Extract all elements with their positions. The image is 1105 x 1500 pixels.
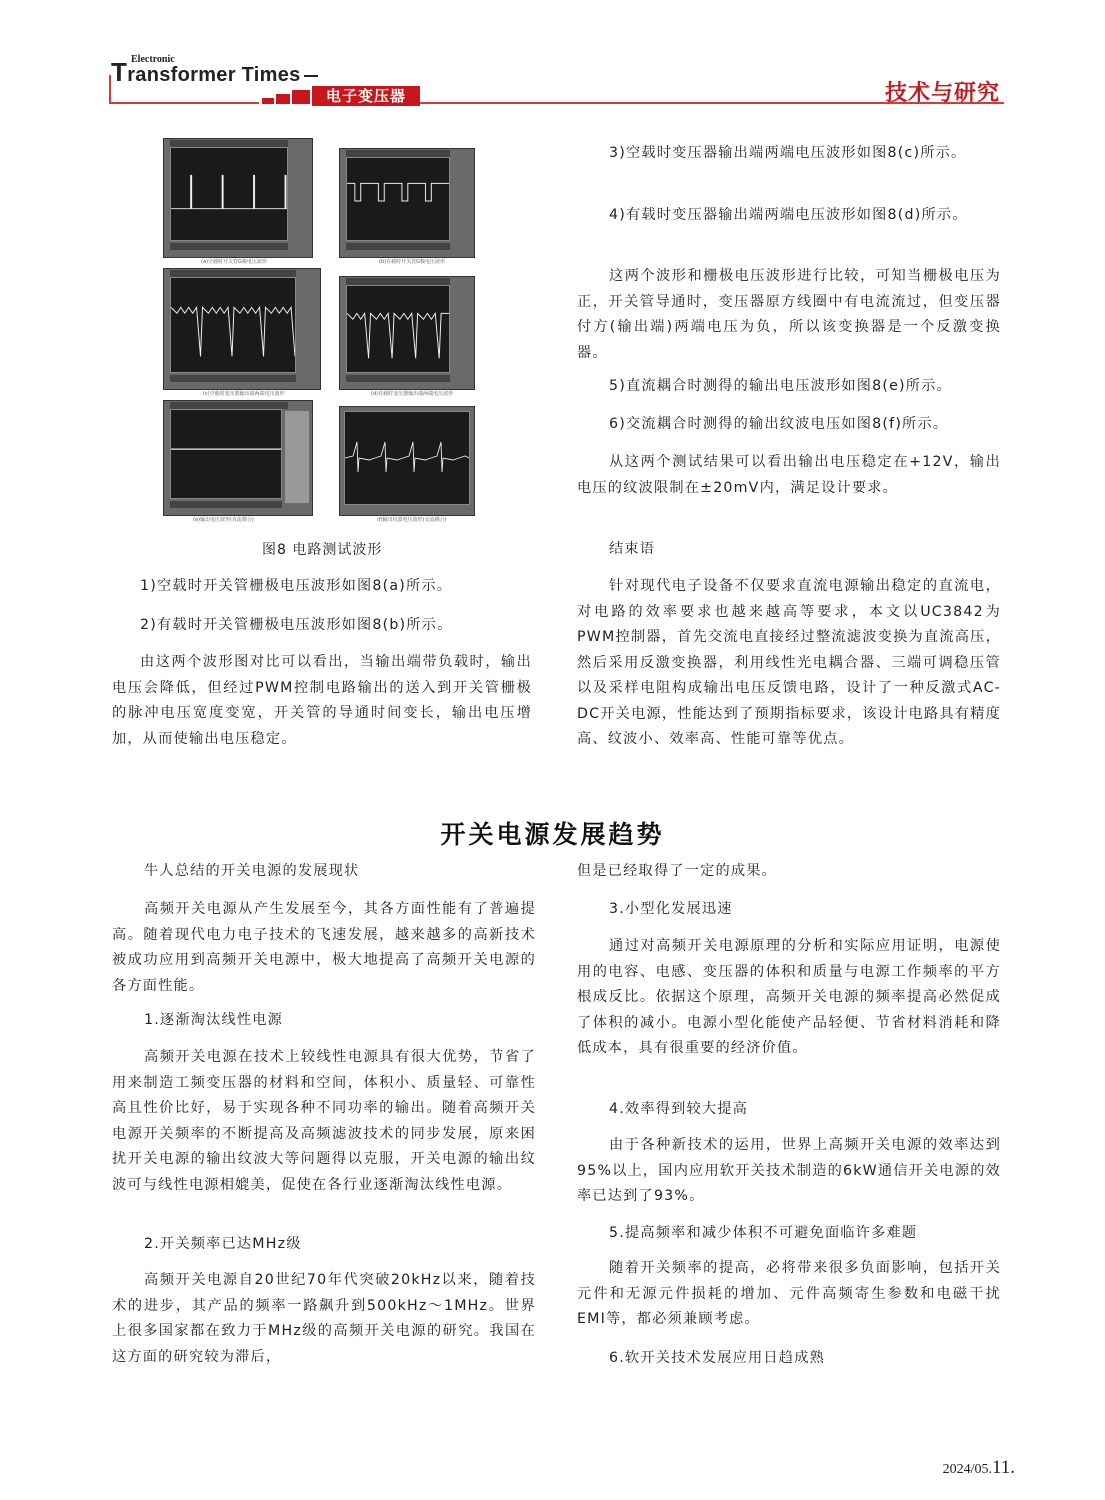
caption-d: (d)有载时变压器输出端两端电压波形	[371, 391, 454, 397]
issue-date: 2024/05.	[942, 1462, 992, 1477]
logo-t: T	[111, 57, 128, 87]
caption-c: (c)空载时变压器输出端两端电压波形	[203, 391, 285, 397]
conclusion-heading: 结束语	[609, 541, 656, 557]
article-subtitle: 牛人总结的开关电源的发展现状	[144, 863, 360, 879]
right-para-6: 从这两个测试结果可以看出输出电压稳定在+12V，输出电压的纹波限制在±20mV内，满足设计要求。	[577, 454, 1001, 496]
article-right-para-2: 由于各种新技术的运用，世界上高频开关电源的效率达到95%以上，国内应用软开关技术制造的6kW通信开关电源的效率已达到了93%。	[577, 1137, 1001, 1204]
article-heading-1: 1.逐渐淘汰线性电源	[144, 1012, 284, 1028]
section-label: 技术与研究	[885, 81, 1001, 106]
article-heading-5: 5.提高频率和减少体积不可避免面临许多难题	[609, 1225, 918, 1241]
article-title: 开关电源发展趋势	[440, 820, 665, 849]
left-para-2: 2)有载时开关管栅极电压波形如图8(b)所示。	[140, 617, 453, 633]
header-rule-vertical	[109, 75, 111, 103]
caption-a: (a)空载时开关管G极电压波形	[201, 259, 267, 265]
scope-e-menu	[285, 411, 309, 503]
article-left-para-1: 高频开关电源从产生发展至今，其各方面性能有了普遍提高。随着现代电力电子技术的飞速发展，越来越多的高新技术被成功应用到高频开关电源中，极大地提高了高频开关电源的各方面性能。	[112, 901, 536, 994]
article-left-para-3: 高频开关电源自20世纪70年代突破20kHz以来，随着技术的进步，其产品的频率一路飙升到500kHz～1MHz。世界上很多国家都在致力于MHz级的高频开关电源的研究。我国在这方面的研究较为滞后，	[112, 1272, 536, 1365]
header-rule-left	[109, 102, 259, 104]
article-heading-2: 2.开关频率已达MHz级	[144, 1236, 302, 1252]
figure-title: 图8 电路测试波形	[262, 542, 383, 558]
caption-f: (f)输出纹波电压波形(交流耦合)	[377, 517, 447, 523]
waveform-f	[345, 412, 469, 504]
scope-b	[339, 148, 475, 258]
logo-electronic: Electronic	[131, 54, 175, 65]
right-para-4: 5)直流耦合时测得的输出电压波形如图8(e)所示。	[609, 378, 952, 394]
right-para-5: 6)交流耦合时测得的输出纹波电压如图8(f)所示。	[609, 416, 949, 432]
caption-b: (b)有载时开关管G极电压波形	[379, 259, 445, 265]
scope-a	[163, 138, 313, 258]
right-para-2: 4)有载时变压器输出端两端电压波形如图8(d)所示。	[609, 207, 968, 223]
conclusion-text: 针对现代电子设备不仅要求直流电源输出稳定的直流电，对电路的效率要求也越来越高等要求，本文以UC3842为PWM控制器，首先交流电直接经过整流滤波变换为直流高压，然后采用反激变换器，利用线性光电耦合器、三端可调稳压管以及采样电阻构成输出电压反馈电路，设计了一种反激式AC-DC开关电源，性能达到了预期指标要求，该设计电路具有精度高、纹波小、效率高、性能可靠等优点。	[577, 578, 1001, 747]
scope-d	[339, 276, 475, 390]
article-left-para-2: 高频开关电源在技术上较线性电源具有很大优势，节省了用来制造工频变压器的材料和空间，体积小、质量轻、可靠性高且性价比好，易于实现各种不同功率的输出。随着高频开关电源开关频率的不断提高及高频滤波技术的同步发展，原来困扰开关电源的输出纹波大等问题得以克服，开关电源的输出纹波可与线性电源相媲美，促使在各行业逐渐淘汰线性电源。	[112, 1049, 536, 1193]
header-badge: 电子变压器	[312, 86, 420, 106]
left-para-3: 由这两个波形图对比可以看出，当输出端带负载时，输出电压会降低，但经过PWM控制电路输出的送入到开关管栅极的脉冲电压宽度变宽，开关管的导通时间变长，输出电压增加，从而使输出电压稳定。	[112, 654, 532, 747]
waveform-c	[171, 278, 295, 372]
logo-text: ransformer Times	[127, 64, 301, 86]
figure-8	[163, 138, 473, 530]
waveform-d	[347, 286, 449, 372]
right-para-3: 这两个波形和栅极电压波形进行比较，可知当栅极电压为正，开关管导通时，变压器原方线圈中有电流流过，但变压器付方(输出端)两端电压为负，所以该变换器是一个反激变换器。	[577, 268, 1001, 361]
article-heading-3: 3.小型化发展迅速	[609, 901, 733, 917]
article-right-para-1: 通过对高频开关电源原理的分析和实际应用证明，电源使用的电容、电感、变压器的体积和质量与电源工作频率的平方根成反比。依据这个原理，高频开关电源的频率提高必然促成了体积的减小。电源小型化能使产品轻便、节省材料消耗和降低成本，具有很重要的经济价值。	[577, 938, 1001, 1056]
article-right-para-3: 随着开关频率的提高，必将带来很多负面影响，包括开关元件和无源元件损耗的增加、元件高频寄生参数和电磁干扰EMI等，都必须兼顾考虑。	[577, 1260, 1001, 1327]
article-right-para-0: 但是已经取得了一定的成果。	[577, 863, 778, 879]
page-footer	[943, 1457, 1015, 1479]
scope-f	[339, 406, 475, 516]
waveform-a	[171, 148, 287, 240]
article-heading-6: 6.软开关技术发展应用日趋成熟	[609, 1350, 825, 1366]
right-para-1: 3)空载时变压器输出端两端电压波形如图8(c)所示。	[609, 145, 967, 161]
waveform-b	[347, 158, 449, 240]
scope-e	[163, 400, 313, 516]
waveform-e	[171, 410, 281, 498]
journal-logo	[111, 57, 318, 88]
article-heading-4: 4.效率得到较大提高	[609, 1101, 749, 1117]
logo-dash	[304, 75, 318, 77]
caption-e: (e)输出电压波形(直流耦合)	[193, 517, 254, 523]
page-number: 11.	[991, 1457, 1015, 1478]
left-para-1: 1)空载时开关管栅极电压波形如图8(a)所示。	[140, 578, 453, 594]
scope-c	[163, 268, 321, 390]
